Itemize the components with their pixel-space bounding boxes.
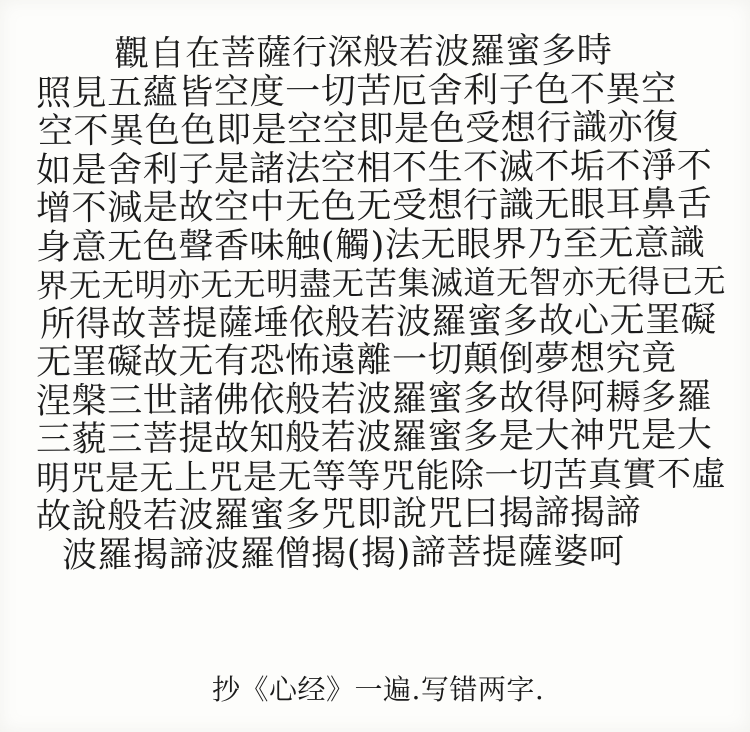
sutra-line: 空不異色色即是空空即是色受想行識亦復 (37, 107, 679, 152)
sutra-line: 所得故菩提薩埵依般若波羅蜜多故心无罣礙 (39, 299, 717, 345)
heart-sutra-text (35, 30, 727, 576)
sutra-line: 身意无色聲香味触(觸)法无眼界乃至无意識 (35, 222, 706, 268)
sutra-line: 明咒是无上咒是无等等咒能除一切苦真實不虛 (35, 453, 727, 498)
sutra-line: 界无无明亦无无明盡无苦集滅道无智亦无得已无 (35, 262, 727, 305)
copyist-note: 抄《心经》一遍.写错两字. (212, 673, 545, 706)
sutra-line: 三藐三菩提故知般若波羅蜜多是大神咒是大 (35, 415, 713, 460)
sutra-line: 觀自在菩薩行深般若波羅蜜多時 (113, 30, 613, 75)
sutra-line: 故說般若波羅蜜多咒即說咒曰揭諦揭諦 (35, 492, 642, 537)
sutra-line: 增不減是故空中无色无受想行識无眼耳鼻舌 (35, 184, 713, 229)
sutra-line: 如是舍利子是諸法空相不生不滅不垢不淨不 (35, 145, 713, 191)
sutra-line: 波羅揭諦波羅僧揭(揭)諦菩提薩婆呵 (61, 531, 625, 576)
sutra-line: 涅槃三世諸佛依般若波羅蜜多故得阿耨多羅 (35, 376, 713, 422)
sutra-line: 照見五蘊皆空度一切苦厄舍利子色不異空 (35, 69, 677, 114)
sutra-line: 无罣礙故无有恐怖遠離一切顛倒夢想究竟 (35, 338, 677, 383)
